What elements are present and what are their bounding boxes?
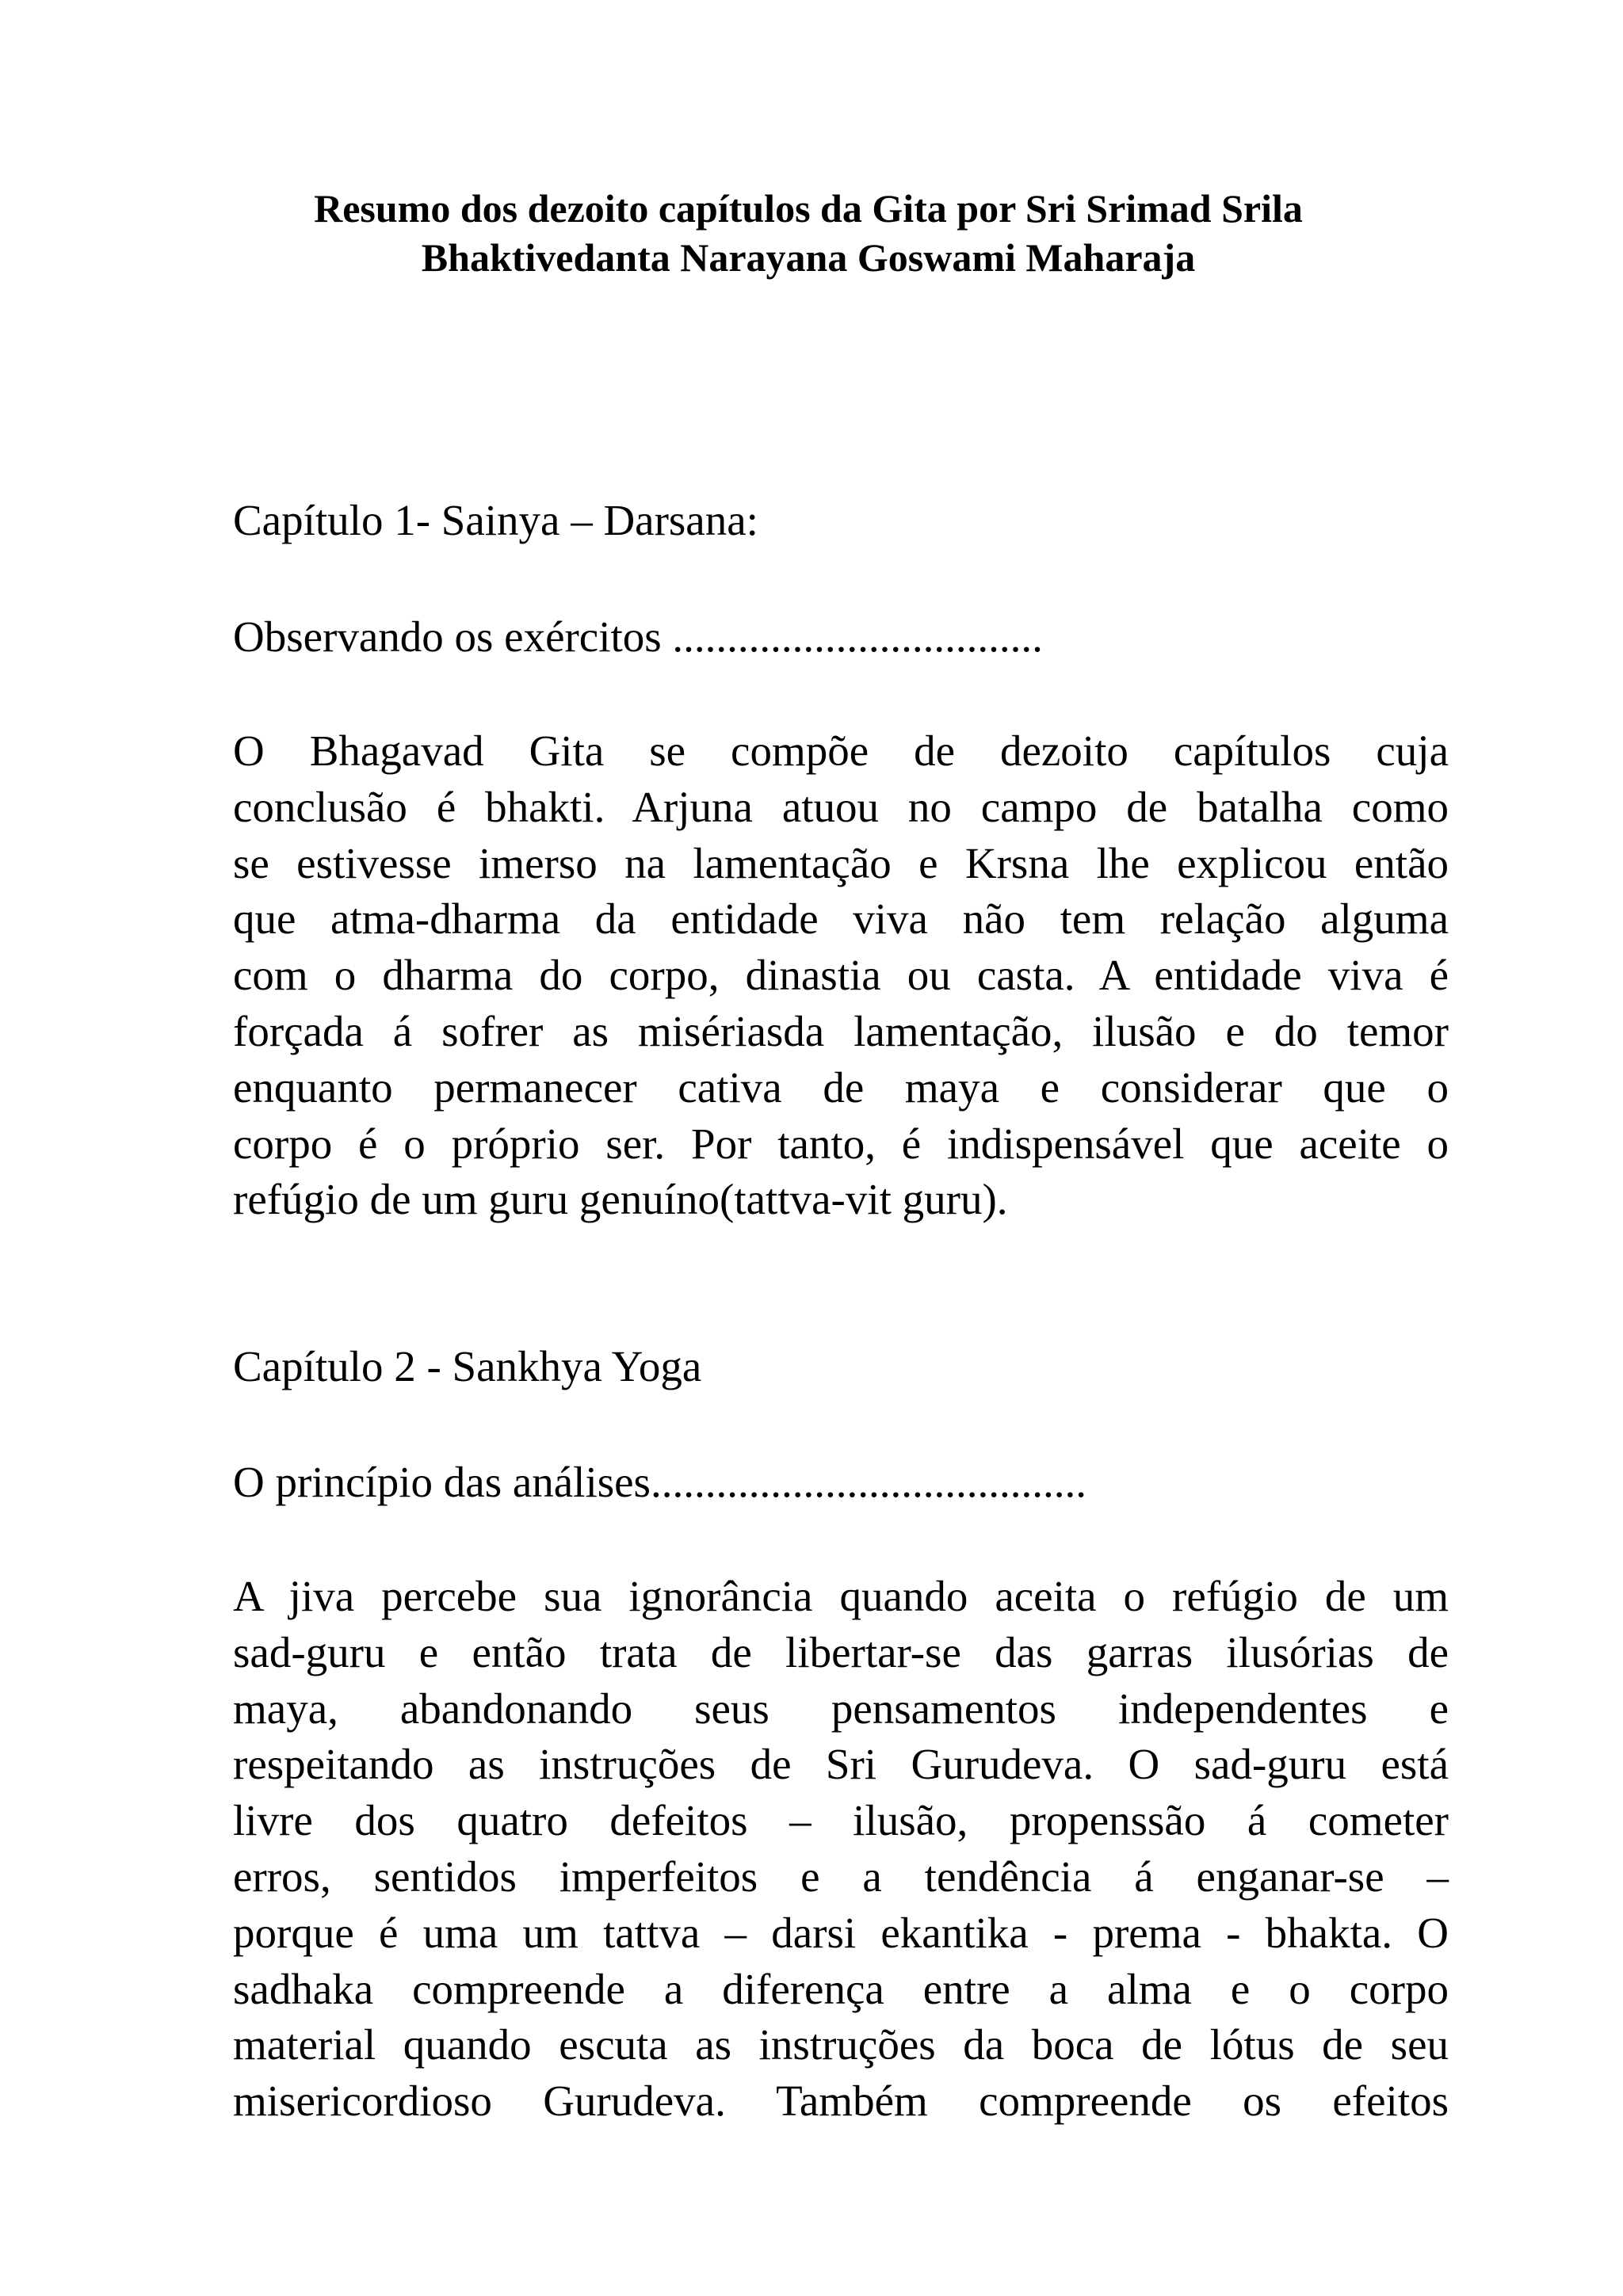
body-line: com o dharma do corpo, dinastia ou casta. A entidade viva é (233, 951, 1449, 1000)
body-line: porque é uma um tattva – darsi ekantika - prema - bhakta. O (233, 1908, 1449, 1957)
body-line: corpo é o próprio ser. Por tanto, é indispensável que aceite o (233, 1119, 1449, 1168)
document-title-line: Resumo dos dezoito capítulos da Gita por Sri Srimad Srila (314, 186, 1303, 231)
chapter-1-subtitle: Observando os exércitos .................................. (233, 612, 1043, 661)
body-line: O Bhagavad Gita se compõe de dezoito capítulos cuja (233, 727, 1449, 775)
body-line: erros, sentidos imperfeitos e a tendência á enganar-se – (233, 1852, 1449, 1901)
body-line: livre dos quatro defeitos – ilusão, propenssão á cometer (233, 1796, 1449, 1845)
body-line: maya, abandonando seus pensamentos independentes e (233, 1684, 1449, 1733)
body-line: refúgio de um guru genuíno(tattva-vit guru). (233, 1175, 1008, 1224)
chapter-1-body (233, 723, 1449, 1228)
body-line: misericordioso Gurudeva. Também compreende os efeitos (233, 2077, 1449, 2126)
body-line: A jiva percebe sua ignorância quando aceita o refúgio de um (233, 1572, 1449, 1620)
chapter-2-heading: Capítulo 2 - Sankhya Yoga (233, 1342, 702, 1390)
body-line: que atma-dharma da entidade viva não tem relação alguma (233, 894, 1449, 944)
body-line: se estivesse imerso na lamentação e Krsna lhe explicou então (233, 838, 1449, 887)
body-line: material quando escuta as instruções da boca de lótus de seu (233, 2020, 1449, 2069)
chapter-2-body (233, 1569, 1449, 2130)
body-line: respeitando as instruções de Sri Gurudeva. O sad-guru está (233, 1740, 1449, 1789)
body-line: sadhaka compreende a diferença entre a alma e o corpo (233, 1964, 1449, 2013)
body-line: forçada á sofrer as misériasda lamentação, ilusão e do temor (233, 1006, 1449, 1055)
document-title (230, 184, 1387, 282)
body-line: enquanto permanecer cativa de maya e considerar que o (233, 1062, 1449, 1112)
chapter-2-subtitle: O princípio das análises........................................ (233, 1458, 1086, 1506)
body-line: conclusão é bhakti. Arjuna atuou no campo de batalha como (233, 782, 1449, 831)
document-title-line: Bhaktivedanta Narayana Goswami Maharaja (421, 235, 1196, 280)
body-line: sad-guru e então trata de libertar-se das garras ilusórias de (233, 1627, 1449, 1676)
chapter-1-heading: Capítulo 1- Sainya – Darsana: (233, 496, 758, 544)
